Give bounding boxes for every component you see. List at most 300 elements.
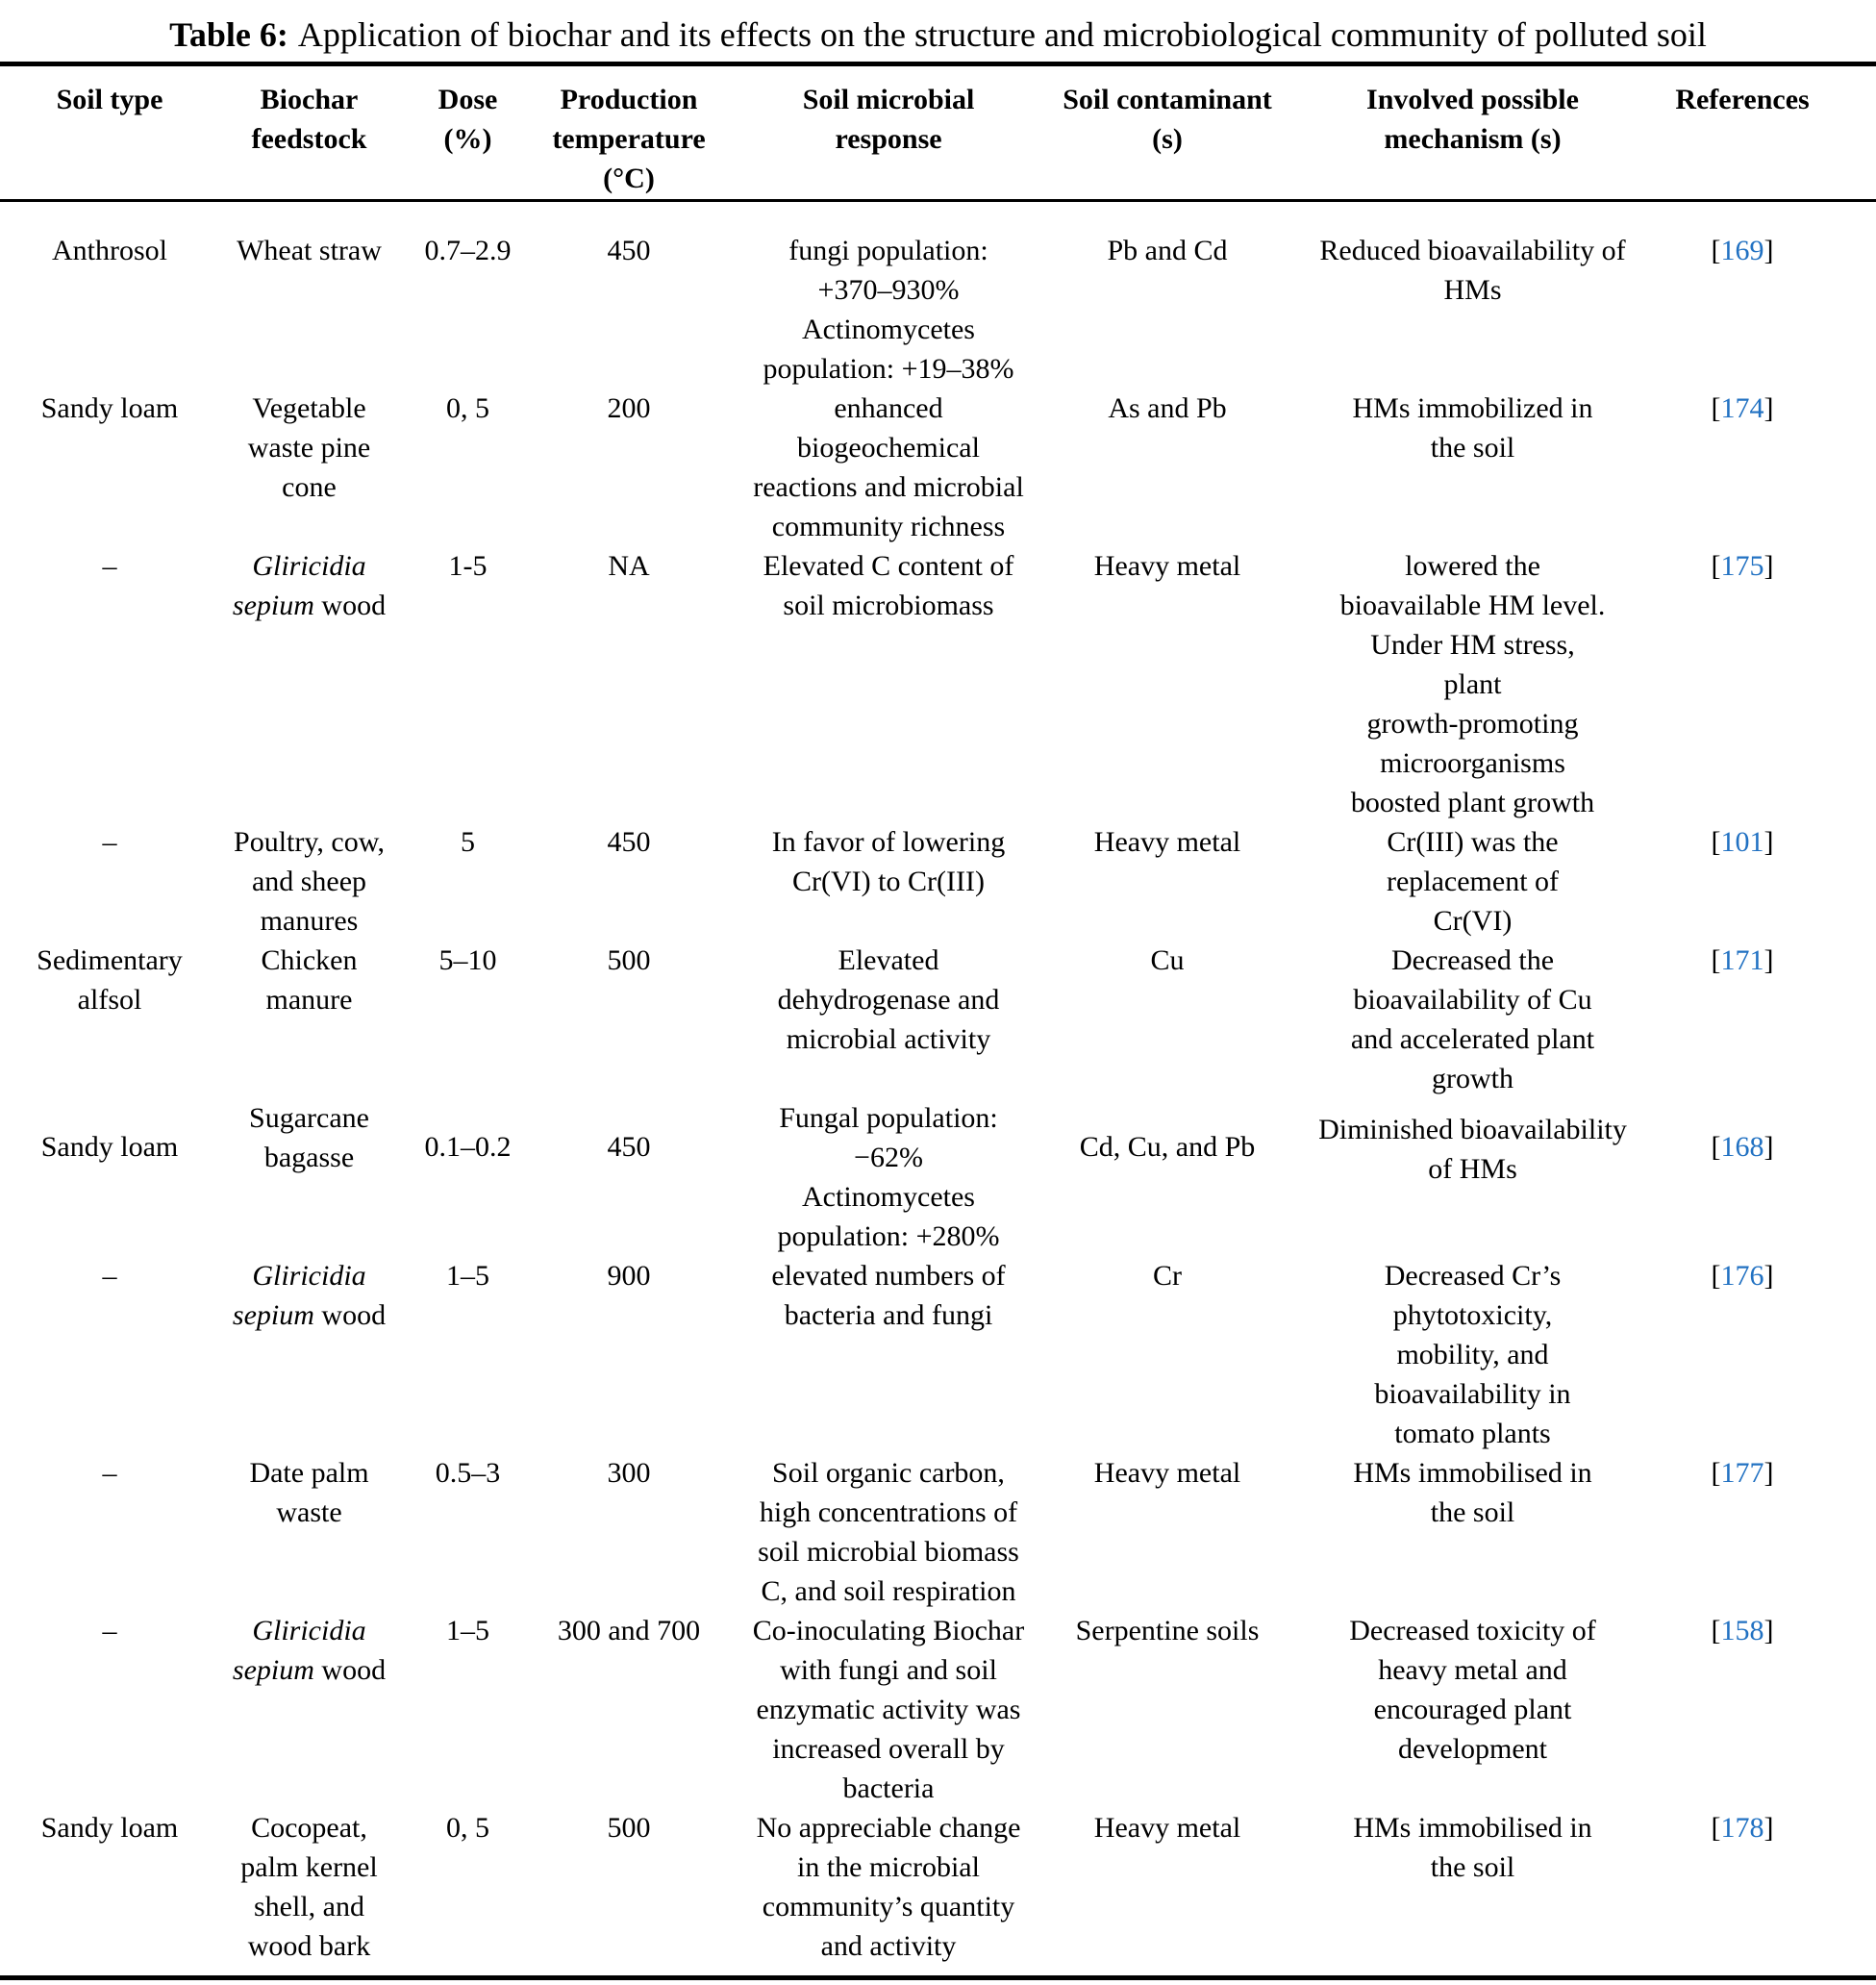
text-line: waste — [276, 1496, 342, 1528]
text-line: Cr(VI) — [1433, 905, 1513, 937]
reference-bracket-close: ] — [1763, 550, 1774, 582]
text-line: Soil contaminant — [1063, 84, 1272, 115]
reference-entry — [1653, 546, 1832, 586]
text-line: Soil organic carbon, — [772, 1457, 1005, 1489]
text-segment: wood — [313, 590, 387, 621]
reference-link[interactable]: 158 — [1720, 1615, 1764, 1646]
table-row — [0, 231, 1876, 389]
cell-dose — [413, 1453, 523, 1493]
cell-dose — [413, 822, 523, 862]
text-line — [206, 1256, 413, 1295]
table-row — [0, 822, 1876, 941]
text-line: temperature — [552, 123, 706, 155]
text-line: enzymatic activity was — [756, 1694, 1021, 1725]
text-line — [206, 1295, 413, 1335]
cell-soil-contaminant — [1042, 1808, 1292, 1847]
cell-production-temperature — [523, 1453, 735, 1493]
reference-bracket-open: [ — [1711, 392, 1721, 424]
text-line: 0, 5 — [446, 392, 489, 424]
text-line: Sugarcane — [249, 1102, 369, 1134]
text-line: growth-promoting — [1366, 708, 1579, 740]
text-line: Actinomycetes — [802, 1181, 975, 1213]
reference-link[interactable]: 175 — [1720, 550, 1764, 582]
cell-biochar-feedstock — [206, 389, 413, 507]
text-line: – — [102, 826, 117, 858]
cell-soil-microbial-response — [735, 822, 1042, 901]
text-line: Heavy metal — [1093, 1457, 1241, 1489]
cell-soil-microbial-response — [735, 546, 1042, 625]
cell-mechanism — [1292, 1611, 1653, 1769]
cell-biochar-feedstock — [206, 1611, 413, 1690]
cell-dose — [413, 1256, 523, 1295]
table-body — [0, 202, 1876, 1966]
cell-soil-contaminant — [1042, 822, 1292, 862]
text-line: 1–5 — [446, 1260, 489, 1292]
text-line: Cr(VI) to Cr(III) — [792, 866, 985, 897]
table-caption-label: Table 6: — [169, 15, 288, 54]
text-line: waste pine — [247, 432, 371, 464]
text-line: Cocopeat, — [251, 1812, 367, 1844]
cell-references — [1653, 1611, 1832, 1650]
text-line: – — [102, 550, 117, 582]
species-name: Gliricidia — [252, 1615, 366, 1646]
text-line: HMs — [1443, 274, 1502, 306]
text-line: Date palm — [249, 1457, 369, 1489]
text-line: biogeochemical — [797, 432, 980, 464]
cell-references — [1653, 546, 1832, 586]
reference-bracket-close: ] — [1763, 1260, 1774, 1292]
text-line: Decreased Cr’s — [1384, 1260, 1562, 1292]
text-line: increased overall by — [772, 1733, 1005, 1765]
table-row — [0, 1611, 1876, 1808]
reference-bracket-close: ] — [1763, 1615, 1774, 1646]
header-production-temperature — [523, 80, 735, 198]
text-line: 450 — [607, 1131, 651, 1163]
reference-link[interactable]: 169 — [1720, 235, 1764, 266]
reference-entry — [1653, 389, 1832, 428]
cell-dose — [413, 1098, 523, 1167]
text-line: Serpentine soils — [1075, 1615, 1260, 1646]
cell-soil-type — [13, 822, 206, 862]
cell-soil-microbial-response — [735, 941, 1042, 1059]
text-line: the soil — [1430, 432, 1515, 464]
reference-bracket-close: ] — [1763, 392, 1774, 424]
reference-link[interactable]: 168 — [1720, 1131, 1764, 1163]
reference-link[interactable]: 171 — [1720, 944, 1764, 976]
text-line: community richness — [771, 511, 1006, 542]
cell-soil-contaminant — [1042, 1453, 1292, 1493]
header-dose — [413, 80, 523, 159]
text-line: bioavailability of Cu — [1353, 984, 1592, 1016]
text-line: high concentrations of — [759, 1496, 1018, 1528]
text-line: and sheep — [251, 866, 367, 897]
table-row — [0, 1453, 1876, 1611]
text-line — [206, 546, 413, 586]
reference-link[interactable]: 176 — [1720, 1260, 1764, 1292]
text-line: growth — [1432, 1063, 1513, 1094]
text-line: Poultry, cow, — [234, 826, 385, 858]
text-line: References — [1675, 84, 1810, 115]
text-line: 900 — [607, 1260, 651, 1292]
text-line: soil microbial biomass — [758, 1536, 1019, 1568]
text-line: Heavy metal — [1093, 550, 1241, 582]
text-line: Cr(III) was the — [1387, 826, 1559, 858]
cell-biochar-feedstock — [206, 231, 413, 270]
text-line: Pb and Cd — [1107, 235, 1228, 266]
cell-soil-microbial-response — [735, 1453, 1042, 1611]
text-line: Elevated — [838, 944, 939, 976]
text-line: community’s quantity — [762, 1891, 1015, 1922]
cell-references — [1653, 231, 1832, 270]
text-line: the soil — [1430, 1496, 1515, 1528]
cell-production-temperature — [523, 1808, 735, 1847]
text-line: wood bark — [247, 1930, 371, 1962]
cell-soil-contaminant — [1042, 1256, 1292, 1295]
text-line: lowered the — [1405, 550, 1540, 582]
reference-bracket-open: [ — [1711, 235, 1721, 266]
reference-bracket-close: ] — [1763, 1131, 1774, 1163]
cell-dose — [413, 1808, 523, 1847]
text-line: – — [102, 1615, 117, 1646]
table-row — [0, 1098, 1876, 1256]
header-mechanism — [1292, 80, 1653, 159]
text-line: HMs immobilized in — [1352, 392, 1593, 424]
text-line: replacement of — [1386, 866, 1560, 897]
text-line: Co-inoculating Biochar — [752, 1615, 1025, 1646]
reference-link[interactable]: 174 — [1720, 392, 1764, 424]
text-line: 300 and 700 — [557, 1615, 701, 1646]
reference-link[interactable]: 178 — [1720, 1812, 1764, 1844]
table-row — [0, 546, 1876, 822]
species-name: Gliricidia — [252, 550, 366, 582]
species-name: Gliricidia — [252, 1260, 366, 1292]
cell-mechanism — [1292, 941, 1653, 1098]
cell-soil-contaminant — [1042, 941, 1292, 980]
cell-biochar-feedstock — [206, 822, 413, 941]
text-line: population: +280% — [777, 1220, 1000, 1252]
text-line: population: +19–38% — [763, 353, 1014, 385]
reference-link[interactable]: 177 — [1720, 1457, 1764, 1489]
text-line: −62% — [854, 1142, 923, 1173]
reference-bracket-open: [ — [1711, 1812, 1721, 1844]
cell-mechanism — [1292, 546, 1653, 822]
reference-bracket-open: [ — [1711, 944, 1721, 976]
reference-entry — [1653, 1611, 1832, 1650]
text-line: shell, and — [254, 1891, 364, 1922]
cell-references — [1653, 822, 1832, 862]
reference-entry — [1653, 1808, 1832, 1847]
cell-soil-type — [13, 1256, 206, 1295]
text-line: In favor of lowering — [771, 826, 1006, 858]
cell-soil-type — [13, 546, 206, 586]
text-line: with fungi and soil — [780, 1654, 997, 1686]
reference-entry — [1653, 231, 1832, 270]
text-line: microorganisms — [1380, 747, 1565, 779]
text-line: elevated numbers of — [771, 1260, 1006, 1292]
cell-mechanism — [1292, 1808, 1653, 1887]
cell-soil-microbial-response — [735, 1098, 1042, 1256]
text-line: microbial activity — [786, 1023, 991, 1055]
cell-biochar-feedstock — [206, 546, 413, 625]
text-line: Diminished bioavailability — [1318, 1114, 1627, 1145]
text-line: Dose — [438, 84, 498, 115]
text-line: 0.5–3 — [435, 1457, 501, 1489]
text-line: 0.1–0.2 — [424, 1131, 512, 1163]
cell-dose — [413, 546, 523, 586]
cell-mechanism — [1292, 389, 1653, 467]
reference-entry — [1653, 822, 1832, 862]
reference-entry — [1653, 1256, 1832, 1295]
reference-entry — [1653, 1127, 1832, 1167]
cell-production-temperature — [523, 1098, 735, 1167]
cell-mechanism — [1292, 231, 1653, 310]
text-line: 450 — [607, 235, 651, 266]
text-line: 0.7–2.9 — [424, 235, 512, 266]
cell-references — [1653, 389, 1832, 428]
cell-soil-contaminant — [1042, 389, 1292, 428]
text-line: bacteria — [842, 1772, 935, 1804]
cell-production-temperature — [523, 389, 735, 428]
table-header-row — [0, 66, 1876, 199]
text-line: Actinomycetes — [802, 314, 975, 345]
cell-mechanism — [1292, 822, 1653, 941]
text-line: boosted plant growth — [1350, 787, 1595, 818]
cell-biochar-feedstock — [206, 1808, 413, 1966]
text-line: in the microbial — [797, 1851, 980, 1883]
table-caption — [0, 0, 1876, 62]
cell-soil-contaminant — [1042, 231, 1292, 270]
table-row — [0, 1808, 1876, 1966]
cell-references — [1653, 941, 1832, 980]
text-line: palm kernel — [240, 1851, 378, 1883]
text-line: HMs immobilised in — [1353, 1812, 1592, 1844]
text-line: manure — [265, 984, 353, 1016]
species-name: sepium — [232, 590, 314, 621]
text-line: Reduced bioavailability of — [1319, 235, 1626, 266]
text-line: Decreased the — [1390, 944, 1555, 976]
text-line: mobility, and — [1396, 1339, 1549, 1370]
text-line: 5–10 — [438, 944, 497, 976]
header-soil-contaminant — [1042, 80, 1292, 159]
cell-mechanism — [1292, 1098, 1653, 1189]
text-line — [206, 1650, 413, 1690]
text-line: (°C) — [603, 163, 655, 194]
reference-bracket-close: ] — [1763, 944, 1774, 976]
reference-bracket-close: ] — [1763, 1812, 1774, 1844]
cell-production-temperature — [523, 1256, 735, 1295]
cell-production-temperature — [523, 1611, 735, 1650]
cell-references — [1653, 1453, 1832, 1493]
header-references — [1653, 80, 1832, 119]
text-line: Cr — [1153, 1260, 1182, 1292]
cell-dose — [413, 1611, 523, 1650]
text-line: +370–930% — [817, 274, 960, 306]
text-line: 1–5 — [446, 1615, 489, 1646]
text-line: Production — [560, 84, 698, 115]
text-line: – — [102, 1260, 117, 1292]
cell-soil-microbial-response — [735, 231, 1042, 389]
header-biochar-feedstock — [206, 80, 413, 159]
reference-bracket-close: ] — [1763, 826, 1774, 858]
header-soil-type — [13, 80, 206, 119]
species-name: sepium — [232, 1654, 314, 1686]
text-line: 450 — [607, 826, 651, 858]
text-line: enhanced — [834, 392, 943, 424]
text-segment: wood — [313, 1299, 387, 1331]
text-line: Cu — [1150, 944, 1185, 976]
cell-dose — [413, 941, 523, 980]
text-line: Biochar — [260, 84, 359, 115]
reference-bracket-open: [ — [1711, 1131, 1721, 1163]
text-line: dehydrogenase and — [777, 984, 1000, 1016]
text-line: Sandy loam — [40, 392, 179, 424]
text-line: development — [1398, 1733, 1547, 1765]
text-line: 1-5 — [448, 550, 488, 582]
text-line: Soil microbial — [802, 84, 975, 115]
reference-link[interactable]: 101 — [1720, 826, 1764, 858]
text-line: (%) — [443, 123, 492, 155]
text-line: tomato plants — [1394, 1418, 1551, 1449]
text-line: reactions and microbial — [753, 471, 1024, 503]
text-line: phytotoxicity, — [1392, 1299, 1553, 1331]
text-line: Wheat straw — [237, 235, 382, 266]
table-row — [0, 941, 1876, 1098]
text-line: 300 — [607, 1457, 651, 1489]
text-line: C, and soil respiration — [761, 1575, 1016, 1607]
reference-entry — [1653, 1453, 1832, 1493]
text-line: alfsol — [77, 984, 142, 1016]
text-line: encouraged plant — [1373, 1694, 1572, 1725]
table-caption-text: Application of biochar and its effects on the structure and microbiological community of polluted soil — [297, 15, 1707, 54]
text-line: 500 — [607, 1812, 651, 1844]
text-line: No appreciable change — [756, 1812, 1021, 1844]
cell-dose — [413, 231, 523, 270]
reference-entry — [1653, 941, 1832, 980]
text-line: and activity — [820, 1930, 957, 1962]
cell-production-temperature — [523, 941, 735, 980]
text-line: bagasse — [263, 1142, 355, 1173]
reference-bracket-close: ] — [1763, 235, 1774, 266]
cell-mechanism — [1292, 1453, 1653, 1532]
text-line: bioavailability in — [1374, 1378, 1571, 1410]
text-line: Sedimentary — [37, 944, 183, 976]
text-line: 0, 5 — [446, 1812, 489, 1844]
cell-production-temperature — [523, 822, 735, 862]
species-name: sepium — [232, 1299, 314, 1331]
text-line: Soil type — [56, 84, 163, 115]
cell-soil-contaminant — [1042, 1611, 1292, 1650]
text-line: mechanism (s) — [1384, 123, 1562, 155]
text-line: – — [102, 1457, 117, 1489]
text-line: Involved possible — [1366, 84, 1579, 115]
cell-soil-type — [13, 1611, 206, 1650]
header-soil-microbial-response — [735, 80, 1042, 159]
cell-mechanism — [1292, 1256, 1653, 1453]
text-line: plant — [1443, 668, 1502, 700]
text-line: Anthrosol — [52, 235, 167, 266]
cell-production-temperature — [523, 231, 735, 270]
reference-bracket-close: ] — [1763, 1457, 1774, 1489]
text-line: As and Pb — [1108, 392, 1227, 424]
text-line: Elevated C content of — [763, 550, 1014, 582]
cell-biochar-feedstock — [206, 1098, 413, 1177]
text-line: Cd, Cu, and Pb — [1079, 1131, 1256, 1163]
text-line: of HMs — [1428, 1153, 1517, 1185]
text-line: the soil — [1430, 1851, 1515, 1883]
cell-soil-contaminant — [1042, 1098, 1292, 1167]
text-line — [206, 1611, 413, 1650]
text-line: bacteria and fungi — [784, 1299, 993, 1331]
bottom-rule-wrap — [0, 1975, 1876, 1980]
text-line: 500 — [607, 944, 651, 976]
cell-references — [1653, 1098, 1832, 1167]
text-line: NA — [608, 550, 650, 582]
cell-soil-microbial-response — [735, 1256, 1042, 1335]
text-line: Decreased toxicity of — [1349, 1615, 1596, 1646]
text-line: feedstock — [251, 123, 367, 155]
text-line: bioavailable HM level. — [1339, 590, 1606, 621]
text-line: manures — [260, 905, 359, 937]
text-line: 200 — [607, 392, 651, 424]
reference-bracket-open: [ — [1711, 1457, 1721, 1489]
cell-soil-type — [13, 1808, 206, 1847]
cell-soil-contaminant — [1042, 546, 1292, 586]
cell-soil-type — [13, 231, 206, 270]
cell-soil-type — [13, 389, 206, 428]
text-line: cone — [282, 471, 337, 503]
cell-references — [1653, 1256, 1832, 1295]
table-row — [0, 389, 1876, 546]
text-line: 5 — [461, 826, 475, 858]
cell-biochar-feedstock — [206, 941, 413, 1019]
text-line: and accelerated plant — [1350, 1023, 1595, 1055]
cell-soil-microbial-response — [735, 389, 1042, 546]
reference-bracket-open: [ — [1711, 826, 1721, 858]
text-line: Under HM stress, — [1370, 629, 1575, 661]
text-line: Fungal population: — [779, 1102, 998, 1134]
text-line: heavy metal and — [1378, 1654, 1567, 1686]
text-line: Heavy metal — [1093, 826, 1241, 858]
cell-soil-type — [13, 941, 206, 1019]
cell-dose — [413, 389, 523, 428]
bottom-rule — [0, 1975, 1876, 1980]
text-line: Vegetable — [252, 392, 366, 424]
text-line: Sandy loam — [40, 1131, 179, 1163]
text-line: fungi population: — [788, 235, 988, 266]
text-line — [206, 586, 413, 625]
cell-production-temperature — [523, 546, 735, 586]
cell-references — [1653, 1808, 1832, 1847]
cell-biochar-feedstock — [206, 1256, 413, 1335]
cell-soil-microbial-response — [735, 1611, 1042, 1808]
text-segment: wood — [313, 1654, 387, 1686]
text-line: Heavy metal — [1093, 1812, 1241, 1844]
text-line: HMs immobilised in — [1353, 1457, 1592, 1489]
cell-soil-type — [13, 1098, 206, 1167]
reference-bracket-open: [ — [1711, 1615, 1721, 1646]
cell-soil-microbial-response — [735, 1808, 1042, 1966]
cell-soil-type — [13, 1453, 206, 1493]
reference-bracket-open: [ — [1711, 550, 1721, 582]
text-line: Chicken — [261, 944, 358, 976]
text-line: response — [835, 123, 942, 155]
reference-bracket-open: [ — [1711, 1260, 1721, 1292]
text-line: (s) — [1152, 123, 1183, 155]
cell-biochar-feedstock — [206, 1453, 413, 1532]
table-row — [0, 1256, 1876, 1453]
text-line: Sandy loam — [40, 1812, 179, 1844]
text-line: soil microbiomass — [783, 590, 994, 621]
